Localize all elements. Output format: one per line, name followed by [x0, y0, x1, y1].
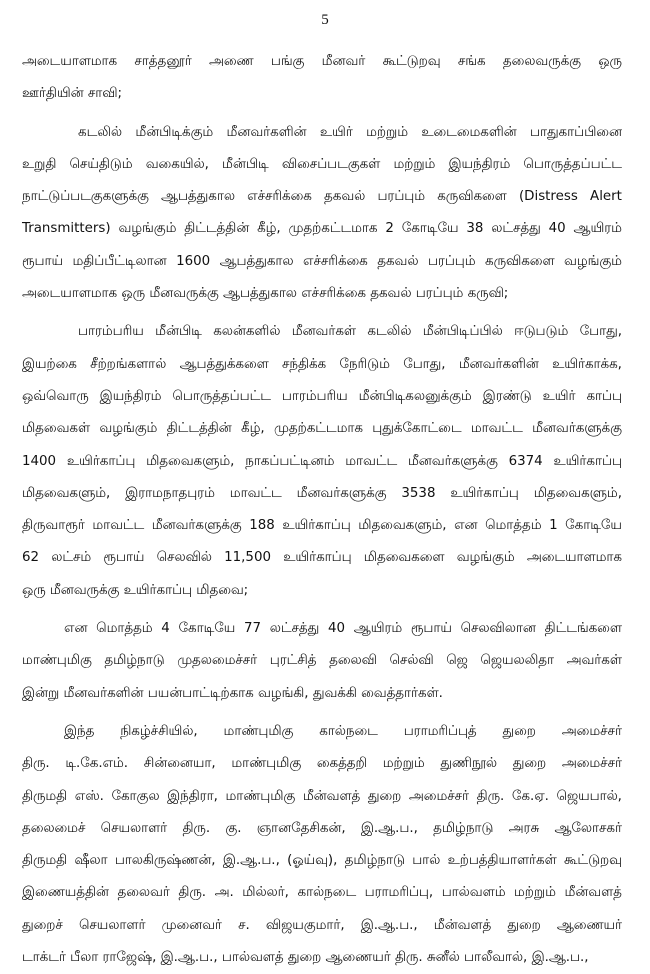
text-line: துறைச் செயலாளர் முனைவர் ச. விஜயகுமார், இ.ஆ.ப., மீன்வளத் துறை ஆணையர்	[22, 917, 622, 933]
text-line: உறுதி செய்திடும் வகையில், மீன்பிடி விசைப்படகுகள் மற்றும் இயந்திரம் பொருத்தப்பட்ட	[22, 156, 622, 172]
text-line: மாண்புமிகு தமிழ்நாடு முதலமைச்சர் புரட்சித் தலைவி செல்வி ஜெ ஜெயலலிதா அவர்கள்	[22, 653, 622, 669]
text-line: திருவாரூர் மாவட்ட மீனவர்களுக்கு 188 உயிர்காப்பு மிதவைகளும், என மொத்தம் 1 கோடியே	[22, 518, 622, 534]
text-line: இணையத்தின் தலைவர் திரு. அ. மில்லர், கால்நடை பராமரிப்பு, பால்வளம் மற்றும் மீன்வளத்	[22, 885, 622, 901]
text-line: Transmitters) வழங்கும் திட்டத்தின் கீழ், முதற்கட்டமாக 2 கோடியே 38 லட்சத்து 40 ஆயிரம்	[22, 221, 622, 237]
paragraph	[22, 46, 622, 111]
text-line: கடலில் மீன்பிடிக்கும் மீனவர்களின் உயிர் மற்றும் உடைமைகளின் பாதுகாப்பினை	[78, 124, 622, 140]
text-line: டாக்டர் பீலா ராஜேஷ், இ.ஆ.ப., பால்வளத் துறை ஆணையர் திரு. சுனீல் பாலீவால், இ.ஆ.ப.,	[22, 950, 589, 966]
text-line: என மொத்தம் 4 கோடியே 77 லட்சத்து 40 ஆயிரம் ரூபாய் செலவிலான திட்டங்களை	[64, 621, 622, 637]
paragraph	[22, 716, 622, 974]
paragraph	[22, 613, 622, 710]
text-line: 62 லட்சம் ரூபாய் செலவில் 11,500 உயிர்காப்பு மிதவைகளை வழங்கும் அடையாளமாக	[22, 550, 622, 566]
text-line: இன்று மீனவர்களின் பயன்பாட்டிற்காக வழங்கி, துவக்கி வைத்தார்கள்.	[22, 685, 443, 701]
text-line: அடையாளமாக ஒரு மீனவருக்கு ஆபத்துகால எச்சரிக்கை தகவல் பரப்பும் கருவி;	[22, 286, 509, 302]
document-body	[22, 46, 622, 974]
text-line: இந்த நிகழ்ச்சியில், மாண்புமிகு கால்நடை பராமரிப்புத் துறை அமைச்சர்	[64, 723, 622, 739]
text-line: மிதவைகளும், இராமநாதபுரம் மாவட்ட மீனவர்களுக்கு 3538 உயிர்காப்பு மிதவைகளும்,	[22, 485, 622, 501]
text-line: பாரம்பரிய மீன்பிடி கலன்களில் மீனவர்கள் கடலில் மீன்பிடிப்பில் ஈடுபடும் போது,	[78, 324, 622, 340]
text-line: 1400 உயிர்காப்பு மிதவைகளும், நாகப்பட்டினம் மாவட்ட மீனவர்களுக்கு 6374 உயிர்காப்பு	[22, 453, 622, 469]
paragraph	[22, 316, 622, 607]
text-line: ஊர்தியின் சாவி;	[22, 86, 123, 102]
text-line: நாட்டுப்படகுகளுக்கு ஆபத்துகால எச்சரிக்கை தகவல் பரப்பும் கருவிகளை (Distress Alert	[22, 189, 622, 205]
page-number: 5	[321, 12, 329, 28]
text-line: ஒவ்வொரு இயந்திரம் பொருத்தப்பட்ட பாரம்பரிய மீன்பிடிகலனுக்கும் இரண்டு உயிர் காப்பு	[22, 388, 622, 404]
text-line: ஒரு மீனவருக்கு உயிர்காப்பு மிதவை;	[22, 582, 249, 598]
text-line: இயற்கை சீற்றங்களால் ஆபத்துக்களை சந்திக்க நேரிடும் போது, மீனவர்களின் உயிர்காக்க,	[22, 356, 622, 372]
text-line: மிதவைகள் வழங்கும் திட்டத்தின் கீழ், முதற்கட்டமாக புதுக்கோட்டை மாவட்ட மீனவர்களுக்கு	[22, 421, 622, 437]
paragraph	[22, 117, 622, 311]
text-line: திரு. டி.கே.எம். சின்னையா, மாண்புமிகு கைத்தறி மற்றும் துணிநூல் துறை அமைச்சர்	[22, 756, 622, 772]
text-line: தலைமைச் செயலாளர் திரு. கு. ஞானதேசிகன், இ.ஆ.ப., தமிழ்நாடு அரசு ஆலோசகர்	[22, 820, 622, 836]
text-line: ரூபாய் மதிப்பீட்டிலான 1600 ஆபத்துகால எச்சரிக்கை தகவல் பரப்பும் கருவிகளை வழங்கும்	[22, 253, 622, 269]
text-line: அடையாளமாக சாத்தனூர் அணை பங்கு மீனவர் கூட்டுறவு சங்க தலைவருக்கு ஒரு	[22, 54, 622, 69]
text-line: திருமதி எஸ். கோகுல இந்திரா, மாண்புமிகு மீன்வளத் துறை அமைச்சர் திரு. கே.ஏ. ஜெயபால்,	[22, 788, 622, 804]
text-line: திருமதி ஷீலா பாலகிருஷ்ணன், இ.ஆ.ப., (ஓய்வு), தமிழ்நாடு பால் உற்பத்தியாளர்கள் கூட்டுறவு	[22, 853, 622, 869]
